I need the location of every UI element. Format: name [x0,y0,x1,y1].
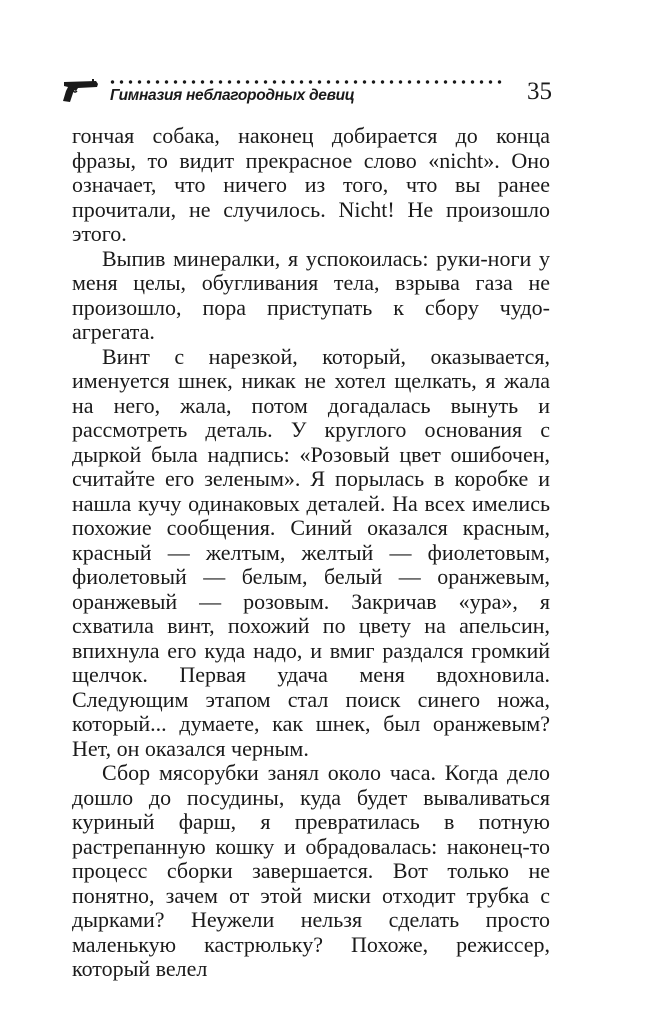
running-title: Гимназия неблагородных девиц [110,87,355,104]
paragraph-continued: гончая собака, наконец добирается до конца фразы, то видит прекрасное слово «nicht». Оно означает, что ничего из того, что вы ранее прочитали, не случилось. Nicht! Не произошло этого. [72,123,550,246]
dotted-rule [108,80,506,84]
paragraph: Сбор мясорубки занял около часа. Когда дело дошло до посудины, куда будет вываливаться куриный фарш, я превратилась в потную растрепанную кошку и обрадовалась: наконец-то процесс сборки завершается. Вот только не понятно, зачем от этой миски отходит трубка с дырками? Неужели нельзя сделать просто маленькую кастрюльку? Похоже, режиссер, который велел [72,760,550,981]
paragraph: Винт с нарезкой, который, оказывается, именуется шнек, никак не хотел щелкать, я жала на него, жала, потом догадалась вынуть и рассмотреть деталь. У круглого основания с дыркой была надпись: «Розовый цвет ошибочен, считайте его зеленым». Я порылась в коробке и нашла кучу одинаковых деталей. На всех имелись похожие сообщения. Синий оказался красным, красный — желтым, желтый — фиолетовым, фиолетовый — белым, белый — оранжевым, оранжевый — розовым. Закричав «ура», я схватила винт, похожий по цвету на апельсин, впихнула его куда надо, и вмиг раздался громкий щелчок. Первая удача меня вдохновила. Следующим этапом стал поиск синего ножа, который... думаете, как шнек, был оранжевым? Нет, он оказался черным. [72,343,550,761]
paragraph: Выпив минералки, я успокоилась: руки-ноги у меня целы, обугливания тела, взрыва газа не произошло, пора приступать к сбору чудо-агрегата. [72,245,550,344]
page-header [62,72,552,112]
body-text [72,124,550,982]
page-number: 35 [527,78,552,105]
pistol-icon [62,78,102,104]
